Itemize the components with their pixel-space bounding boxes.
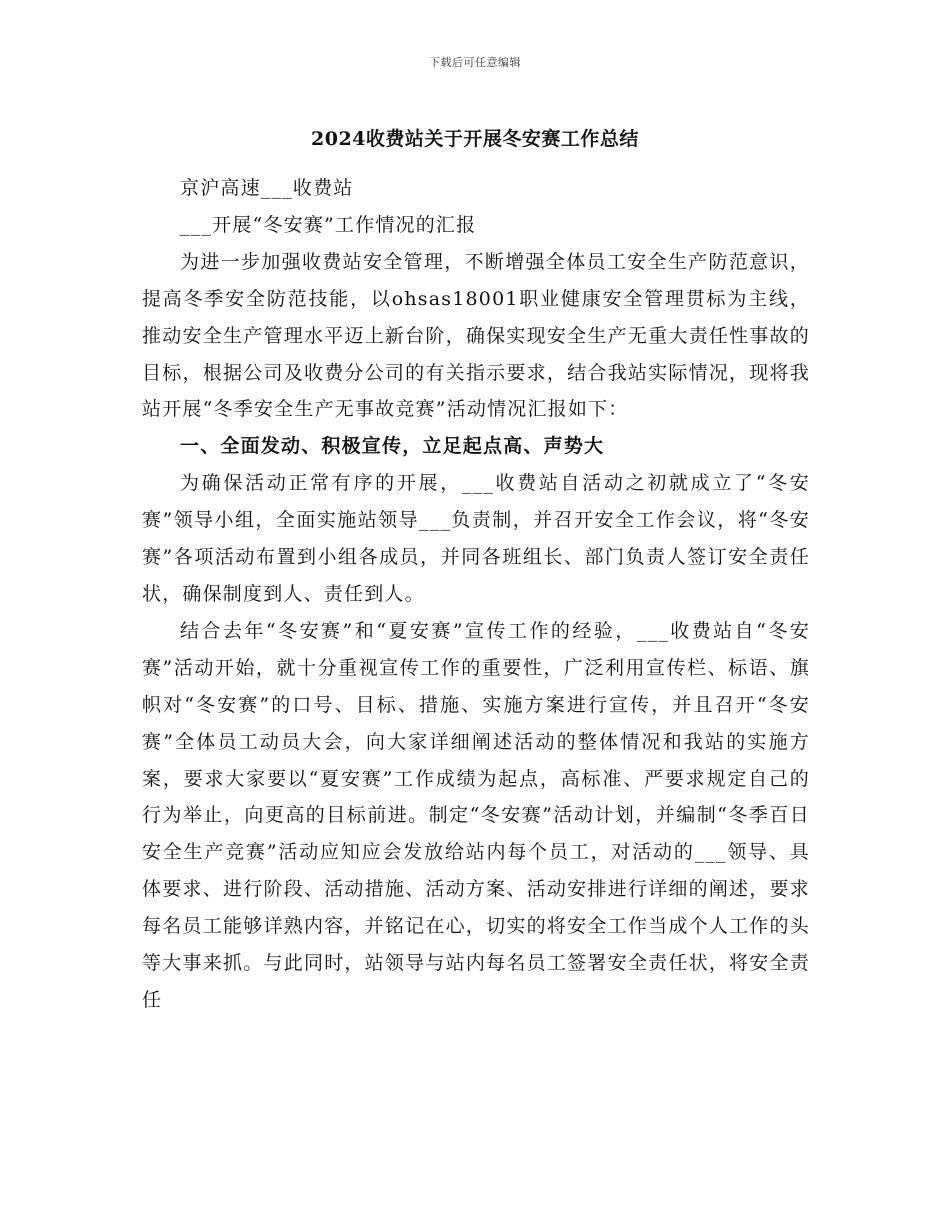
recipient-line: 京沪高速___收费站 xyxy=(180,177,354,199)
document-body xyxy=(142,170,810,1019)
document-title: 2024收费站关于开展冬安赛工作总结 xyxy=(311,128,639,150)
body-paragraph: 为进一步加强收费站安全管理，不断增强全体员工安全生产防范意识，提高冬季安全防范技能，以ohsas18001职业健康安全管理贯标为主线，推动安全生产管理水平迈上新台阶，确保实现安全生产无重大责任性事故的目标，根据公司及收费分公司的有关指示要求，结合我站实际情况，现将我站开展“冬季安全生产无事故竞赛”活动情况汇报如下： xyxy=(142,250,810,421)
body-paragraph: 为确保活动正常有序的开展，___收费站自活动之初就成立了“冬安赛”领导小组，全面实施站领导___负责制，并召开安全工作会议，将“冬安赛”各项活动布置到小组各成员，并同各班组长、部门负责人签订安全责任状，确保制度到人、责任到人。 xyxy=(142,472,810,605)
header-note: 下载后可任意编辑 xyxy=(429,56,521,69)
section-heading: 一、全面发动、积极宣传，立足起点高、声势大 xyxy=(180,435,605,458)
body-paragraph: 结合去年“冬安赛”和“夏安赛”宣传工作的经验，___收费站自“冬安赛”活动开始，就十分重视宣传工作的重要性，广泛利用宣传栏、标语、旗帜对“冬安赛”的口号、目标、措施、实施方案进行宣传，并且召开“冬安赛”全体员工动员大会，向大家详细阐述活动的整体情况和我站的实施方案，要求大家要以“夏安赛”工作成绩为起点，高标准、严要求规定自己的行为举止，向更高的目标前进。制定“冬安赛”活动计划，并编制“冬季百日安全生产竞赛”活动应知应会发放给站内每个员工，对活动的___领导、具体要求、进行阶段、活动措施、活动方案、活动安排进行详细的阐述，要求每名员工能够详熟内容，并铭记在心，切实的将安全工作当成个人工作的头等大事来抓。与此同时，站领导与站内每名员工签署安全责任状，将安全责任 xyxy=(142,619,810,1011)
subject-line: ___开展“冬安赛”工作情况的汇报 xyxy=(180,213,477,236)
